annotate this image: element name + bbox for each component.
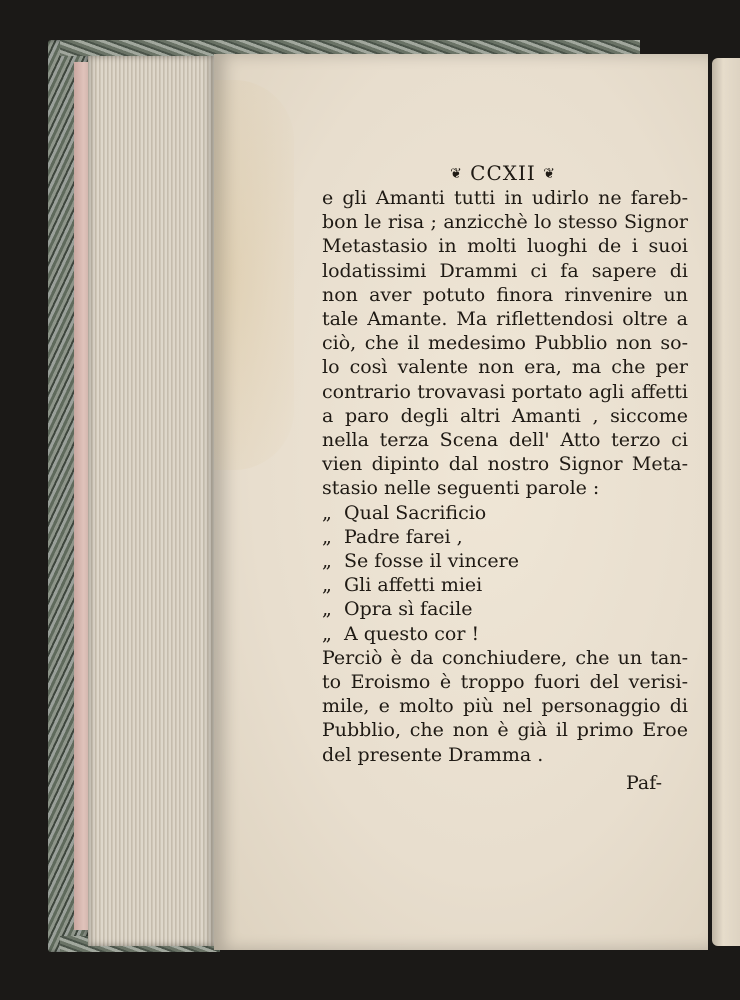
ornament-right-icon: ❦ [543,166,556,182]
quote-mark: „ [322,501,332,524]
verse-line [322,573,688,597]
page-edges [88,56,216,946]
prose-line: a paro degli altri Amanti , siccome [322,404,688,427]
quote-mark: „ [322,550,332,573]
prose-line: contrario trovavasi portato agli affetti [322,380,688,403]
page-stain [214,80,294,470]
quote-mark: „ [322,525,332,548]
prose-line: ciò, che il medesimo Pubblio non so- [322,332,688,355]
prose-line: e gli Amanti tutti in udirlo ne fareb- [322,187,688,209]
prose-line: tale Amante. Ma riflettendosi oltre a [322,308,688,331]
prose-line: bon le risa ; anzicchè lo stesso Signor [322,211,688,234]
facing-page-edge [712,58,740,946]
page-header [318,160,688,186]
closing-line: Perciò è da conchiudere, che un tan- [322,646,688,669]
prose-line: vien dipinto dal nostro Signor Meta- [322,453,688,476]
verse-text: Gli affetti miei [344,574,483,597]
ornament-left-icon: ❦ [450,166,463,182]
verse-text: Se fosse il vincere [344,550,520,573]
verse-line [322,597,688,621]
prose-line: lodatissimi Drammi ci fa sapere di [322,259,688,282]
catchword: Paf- [626,772,663,794]
verse-line [322,501,688,525]
prose-line: stasio nelle seguenti parole : [322,477,600,500]
prose-line: lo così valente non era, ma che per [322,356,688,379]
verse-text: Opra sì facile [344,598,473,621]
quote-mark: „ [322,598,332,621]
prose-line: nella terza Scena dell' Atto terzo ci [322,429,688,452]
verse-text: A questo cor ! [344,622,480,645]
verse-line [322,525,688,549]
prose-line: non aver potuto finora rinvenire un [322,283,688,306]
verse-line [322,622,688,646]
closing-line: del presente Dramma . [322,743,544,766]
quote-mark: „ [322,622,332,645]
prose-line: Metastasio in molti luoghi de i suoi [322,235,688,258]
closing-line: Pubblio, che non è già il primo Eroe [322,719,688,742]
quote-mark: „ [322,574,332,597]
closing-line: to Eroismo è troppo fuori del verisi- [322,671,688,694]
verse-line [322,549,688,573]
verse-text: Qual Sacrificio [344,501,487,524]
closing-line: mile, e molto più nel personaggio di [322,695,688,718]
page-text [322,160,688,767]
page-number: CCXII [470,161,536,185]
verse-text: Padre farei , [344,525,463,548]
